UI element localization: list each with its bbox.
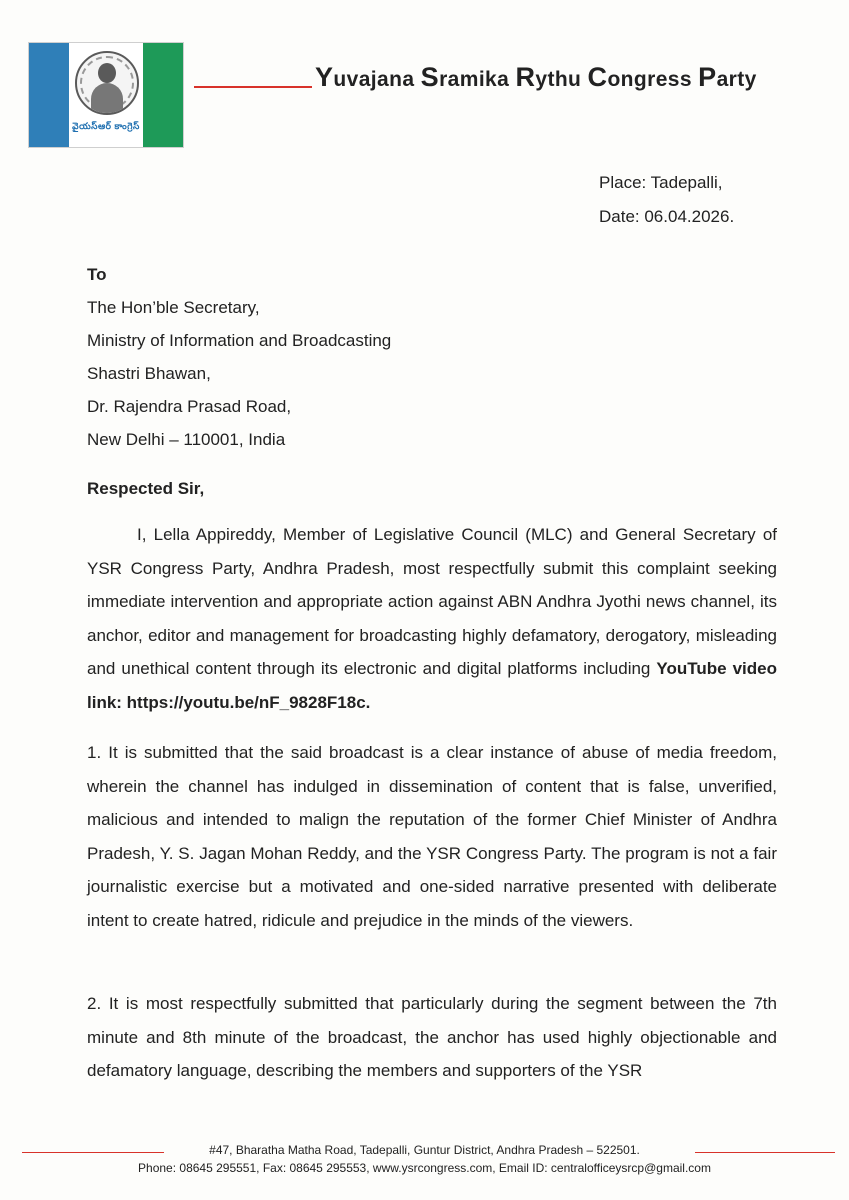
complaint-intro-paragraph bbox=[87, 518, 777, 719]
footer-contact: Phone: 08645 295551, Fax: 08645 295553, www.ysrcongress.com, Email ID: centralofficeysrcp@gmail.com bbox=[138, 1161, 711, 1175]
youtube-link: YouTube video link: https://youtu.be/nF_9828F18c. bbox=[87, 659, 777, 712]
point-2-paragraph: 2. It is most respectfully submitted that particularly during the segment between the 7th minute and 8th minute of the broadcast, the anchor has used highly objectionable and defamatory language, describing the members and supporters of the YSR bbox=[87, 994, 777, 1080]
party-name-word: ongress bbox=[607, 68, 699, 91]
footer-address: #47, Bharatha Matha Road, Tadepalli, Guntur District, Andhra Pradesh – 522501. bbox=[209, 1143, 640, 1157]
place-line: Place: Tadepalli, bbox=[599, 173, 723, 192]
recipient-address bbox=[87, 258, 391, 456]
party-logo bbox=[28, 42, 184, 148]
address-line: Ministry of Information and Broadcasting bbox=[87, 331, 392, 350]
party-name-word: arty bbox=[716, 68, 757, 91]
address-line: The Hon’ble Secretary, bbox=[87, 298, 260, 317]
logo-blue-band bbox=[29, 43, 69, 147]
address-line: Shastri Bhawan, bbox=[87, 364, 211, 383]
party-name-initial: P bbox=[698, 62, 717, 92]
logo-white-band bbox=[69, 43, 143, 147]
intro-text: I, Lella Appireddy, Member of Legislative Council (MLC) and General Secretary of YSR Congress Party, Andhra Pradesh, most respectfully submit this complaint seeking immediate intervention and appropriate action against ABN Andhra Jyothi news channel, its anchor, editor and management for broadcasting highly defamatory, derogatory, misleading and unethical content through its electronic and digital platforms including bbox=[87, 525, 777, 678]
point-1-paragraph: 1. It is submitted that the said broadcast is a clear instance of abuse of media freedom, wherein the channel has indulged in dissemination of content that is false, unverified, malicious and intended to malign the reputation of the former Chief Minister of Andhra Pradesh, Y. S. Jagan Mohan Reddy, and the YSR Congress Party. The program is not a fair journalistic exercise but a motivated and one-sided narrative presented with deliberate intent to create hatred, ridicule and prejudice in the minds of the viewers. bbox=[87, 743, 777, 930]
to-label: To bbox=[87, 265, 107, 284]
party-name-initial: S bbox=[420, 62, 440, 92]
place-date-block bbox=[599, 166, 734, 234]
salutation: Respected Sir, bbox=[87, 479, 205, 498]
party-name-initial: R bbox=[515, 62, 536, 92]
date-line: Date: 06.04.2026. bbox=[599, 207, 735, 226]
party-name-initial: Y bbox=[315, 62, 334, 92]
party-name-initial: C bbox=[587, 62, 608, 92]
address-line: New Delhi – 110001, India bbox=[87, 430, 286, 449]
address-line: Dr. Rajendra Prasad Road, bbox=[87, 397, 292, 416]
leader-portrait-seal-icon bbox=[75, 51, 139, 115]
party-name-word: ramika bbox=[439, 68, 516, 91]
party-name-word: uvajana bbox=[333, 68, 421, 91]
party-name-word: ythu bbox=[535, 68, 588, 91]
logo-caption: వైయస్ఆర్ కాంగ్రెస్ bbox=[72, 121, 140, 131]
party-name-heading bbox=[315, 62, 757, 93]
header-divider bbox=[194, 86, 312, 88]
logo-green-band bbox=[143, 43, 183, 147]
